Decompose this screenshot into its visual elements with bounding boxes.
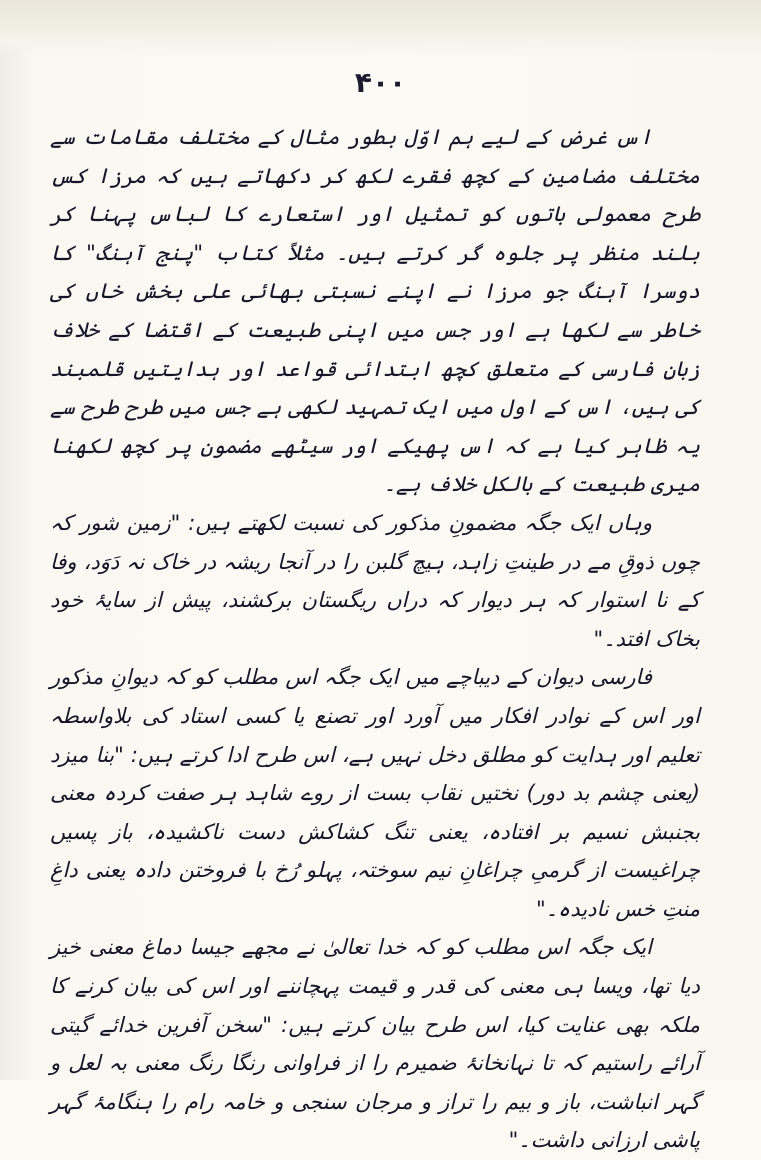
bleed-through-strip xyxy=(0,0,761,58)
paragraph-divan-preface: فارسی دیوان کے دیباچے میں ایک جگہ اس مطلب کو کہ دیوانِ مذکور اور اس کے نوادر افکار میں آورد اور تصنع یا کسی استاد کی بلاواسطہ تعلیم اور ہدایت کو مطلق دخل نہیں ہے، اس طرح ادا کرتے ہیں: "بنا میزد (یعنی چشم بد دور) نختیں نقاب بست از روے شاہد ہر صفت کردہ معنی بجنبش نسیم بر افتادہ، یعنی تنگ کشاکش دست ناکشیدہ، باز پسیں چراغیست از گرمیِ چراغانِ نیم سوختہ، پہلو رُخ با فروختن دادہ یعنی داغِ منتِ خس نادیدہ۔" xyxy=(50,665,700,921)
paragraph-quote-one: وہاں ایک جگہ مضمونِ مذکور کی نسبت لکھتے ہیں: "زمین شور کہ چوں ذوقِ مے در طینتِ زاہد، ہیچ گلبن را در آنجا ریشہ در خاک نہ دَوَد، وفا کے نا استوار کہ ہر دیوار کہ دراں ریگستان برکشند، پیش از سایۂ خود بخاک افتد۔" xyxy=(50,510,700,651)
paragraph-quote-two: ایک جگہ اس مطلب کو کہ خدا تعالیٰ نے مجھے جیسا دماغ معنی خیز دیا تھا، ویسا ہی معنی کی قدر و قیمت پہچاننے اور اس کی بیان کرنے کا ملکہ بھی عنایت کیا، اس طرح بیان کرتے ہیں: "سخن آفرین خدائے گیتی آرائے راستیم کہ تا نہانخانۂ ضمیرم را از فراوانی رنگا رنگ معنی بہ لعل و گہر انباشت، باز و بیم را تراز و مرجان سنجی و خامہ رام را ہنگامۂ گہر پاشی ارزانی داشت۔" xyxy=(50,935,700,1153)
paragraph-intro: اس غرض کے لیے ہم اوّل بطور مثال کے مختلف مقامات سے مختلف مضامین کے کچھ فقرے لکھ کر دکھاتے ہیں کہ مرزا کس طرح معمولی باتوں کو تمثیل اور استعارے کا لباس پہنا کر بلند منظر پر جلوہ گر کرتے ہیں۔ مثلاً کتاب "پنج آہنگ" کا دوسرا آہنگ جو مرزا نے اپنے نسبتی بھائی علی بخش خاں کی خاطر سے لکھا ہے اور جس میں اپنی طبیعت کے اقتضا کے خلاف زبانِ فارسی کے متعلق کچھ ابتدائی قواعد اور ہدایتیں قلمبند کی ہیں، اس کے اول میں ایک تمہید لکھی ہے جس میں طرح طرح سے یہ ظاہر کیا ہے کہ اس پھیکے اور سیٹھے مضمون پر کچھ لکھنا میری طبیعت کے بالکل خلاف ہے۔ xyxy=(50,125,700,497)
page-body xyxy=(50,118,700,1160)
page-number: ۴۰۰ xyxy=(354,66,407,99)
